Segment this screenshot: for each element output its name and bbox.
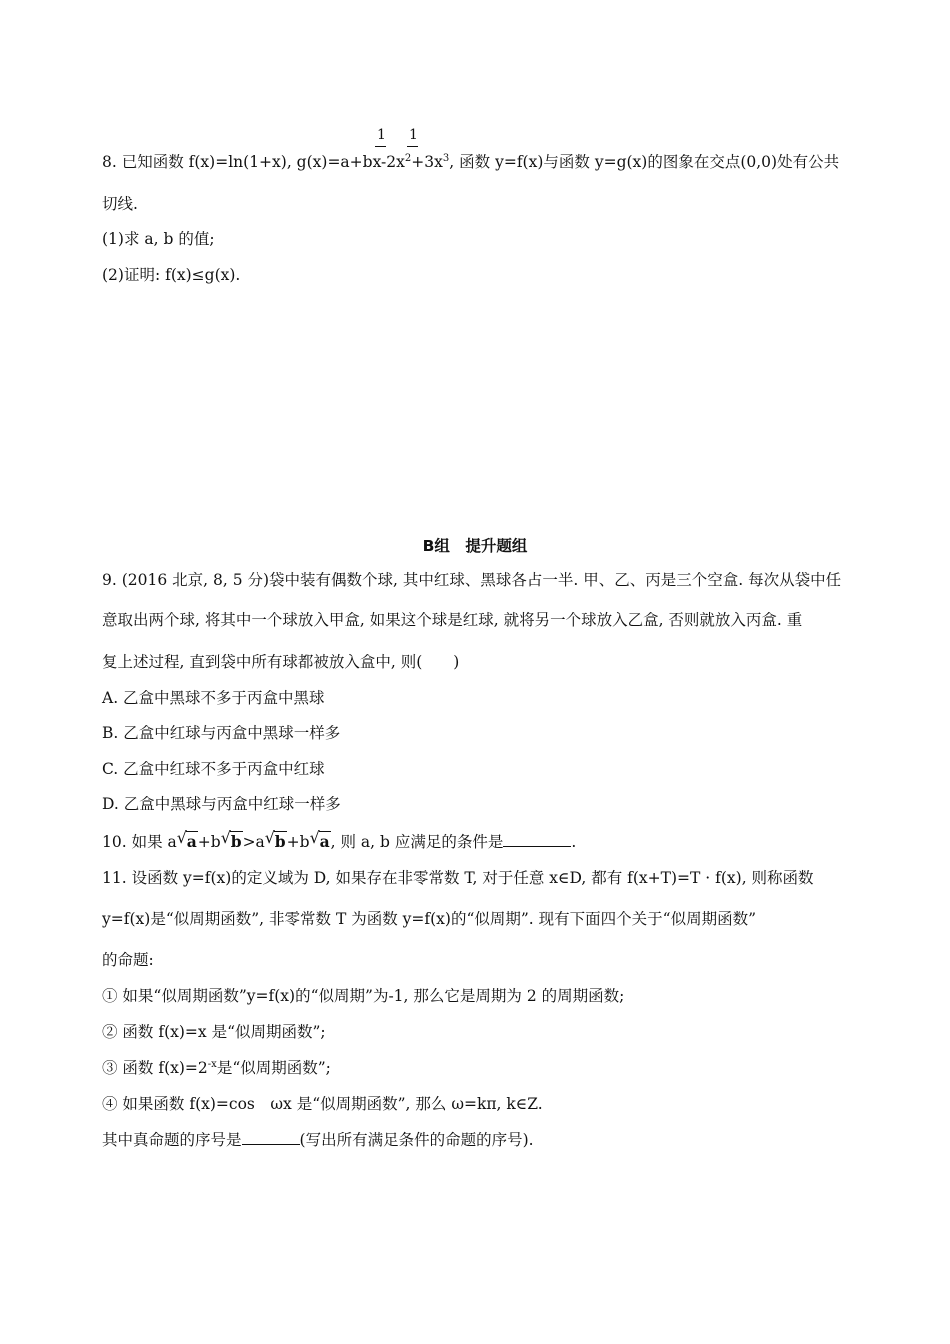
sqrt-expression: √ a	[176, 828, 197, 851]
sqrt-expression: √ b	[264, 828, 286, 851]
question-8-part-2: (2)证明: f(x)≤g(x).	[102, 266, 241, 284]
fraction-bar	[375, 146, 386, 147]
question-9-line-1: 9. (2016 北京, 8, 5 分)袋中装有偶数个球, 其中红球、黑球各占一半. 甲、乙、丙是三个空盒. 每次从袋中任	[102, 571, 842, 589]
question-9-line-3: 复上述过程, 直到袋中所有球都被放入盒中, 则( )	[102, 653, 460, 671]
option-c: C. 乙盒中红球不多于丙盒中红球	[102, 760, 325, 778]
radicand: b	[230, 832, 242, 851]
text-segment: x	[434, 153, 443, 171]
text-segment: , 则 a, b 应满足的条件是	[330, 833, 504, 851]
answer-blank[interactable]	[242, 1143, 300, 1145]
proposition-3	[102, 1058, 331, 1078]
question-9-line-2: 意取出两个球, 将其中一个球放入甲盒, 如果这个球是红球, 就将另一个球放入乙盒, 否则就放入丙盒. 重	[102, 611, 803, 629]
fraction-denominator: 2	[386, 153, 397, 171]
proposition-1: ① 如果“似周期函数”y=f(x)的“似周期”为-1, 那么它是周期为 2 的周期函数;	[102, 987, 625, 1005]
question-10	[102, 828, 577, 852]
text-segment: 其中真命题的序号是	[102, 1131, 242, 1149]
text-segment: x	[396, 153, 405, 171]
text-segment: (写出所有满足条件的命题的序号).	[299, 1131, 534, 1149]
text-segment: .	[571, 833, 577, 851]
fraction-bar	[407, 146, 418, 147]
question-8-line-2: 切线.	[102, 195, 138, 213]
radicand: a	[186, 832, 197, 851]
radicand: b	[274, 832, 286, 851]
sqrt-expression: √ a	[309, 828, 330, 851]
option-d: D. 乙盒中黑球与丙盒中红球一样多	[102, 795, 341, 813]
radicand: a	[319, 832, 330, 851]
option-b: B. 乙盒中红球与丙盒中黑球一样多	[102, 724, 341, 742]
fraction-numerator: 1	[377, 127, 386, 143]
fraction-numerator: 1	[409, 127, 418, 143]
question-11-line-2: y=f(x)是“似周期函数”, 非零常数 T 为函数 y=f(x)的“似周期”. 现有下面四个关于“似周期函数”	[102, 910, 757, 928]
answer-blank[interactable]	[503, 845, 571, 847]
exponent: 3	[442, 152, 450, 164]
exponent: 2	[404, 152, 412, 164]
question-8-line-1	[102, 152, 839, 172]
text-segment: +b	[197, 833, 221, 851]
text-segment: , 函数 y=f(x)与函数 y=g(x)的图象在交点(0,0)处有公共	[449, 153, 840, 171]
question-11-line-1: 11. 设函数 y=f(x)的定义域为 D, 如果存在非零常数 T, 对于任意 x∈D, 都有 f(x+T)=T · f(x), 则称函数	[102, 869, 814, 887]
text-segment: +	[411, 153, 425, 171]
question-11-line-3: 的命题:	[102, 951, 154, 969]
question-8-part-1: (1)求 a, b 的值;	[102, 230, 215, 248]
proposition-4: ④ 如果函数 f(x)=cos ωx 是“似周期函数”, 那么 ω=kπ, k∈Z.	[102, 1095, 543, 1113]
text-segment: >a	[242, 833, 265, 851]
question-11-final	[102, 1130, 534, 1150]
option-a: A. 乙盒中黑球不多于丙盒中黑球	[102, 689, 325, 707]
sqrt-expression: √ b	[220, 828, 242, 851]
fraction-denominator: 3	[424, 153, 435, 171]
text-segment: 8. 已知函数 f(x)=ln(1+x), g(x)=a+bx-	[102, 153, 387, 171]
text-segment: 是“似周期函数”;	[216, 1059, 331, 1077]
proposition-2: ② 函数 f(x)=x 是“似周期函数”;	[102, 1023, 326, 1041]
exponent: -x	[207, 1058, 217, 1070]
text-segment: 10. 如果 a	[102, 833, 177, 851]
text-segment: ③ 函数 f(x)=2	[102, 1059, 208, 1077]
section-heading: B组 提升题组	[422, 537, 528, 555]
text-segment: +b	[286, 833, 310, 851]
